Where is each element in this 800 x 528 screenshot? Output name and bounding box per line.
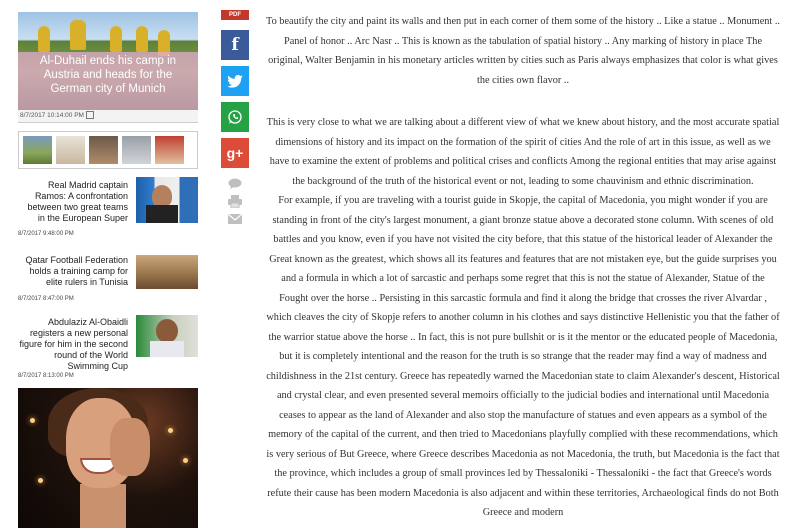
print-icon[interactable]	[221, 195, 249, 208]
person-figure	[146, 205, 178, 223]
twitter-icon[interactable]	[221, 66, 249, 96]
light-dot	[168, 428, 173, 433]
news-date: 8/7/2017 9:48:00 PM	[18, 231, 74, 237]
email-icon[interactable]	[221, 214, 249, 224]
news-item[interactable]	[18, 317, 198, 393]
thumbnail[interactable]	[155, 136, 184, 164]
news-date: 8/7/2017 8:47:00 PM	[18, 296, 74, 302]
share-toolbar	[221, 10, 249, 224]
news-title[interactable]: Qatar Football Federation holds a training camp for elite rulers in Tunisia	[25, 255, 128, 287]
news-date: 8/7/2017 8:13:00 PM	[18, 373, 74, 379]
light-dot	[183, 458, 188, 463]
article-body	[266, 12, 780, 523]
thumbnail-strip	[18, 131, 198, 169]
featured-news-caption[interactable]: Al-Duhail ends his camp in Austria and heads for the German city of Munich	[18, 52, 198, 110]
player-figure	[110, 26, 122, 52]
article-paragraph: For example, if you are traveling with a tourist guide in Skopje, the capital of Macedonia, you might wonder if you are standing in front of the city's largest monument, a giant bronze statue above a decorated stone column. With scenes of old battles and you know, even if you have not visited the city before, that this statue of the historical leader of Alexander the Great known as the greatest, which shows all its features and features that are not mistaken eye, but the guide surprises you and a formula in which a lot of sarcastic and perhaps some regret that this is not the statue of Alexander, Statue of the Fought over the horse .. Persisting in this sarcastic formula and find it along the bridge that crosses the river Alvardar , which cleaves the city of Skopje refers to another column in his clothes and says distinctive Hellenistic you that the father of the warrior statue above the horse .. In fact, this is not pure bullshit or is it the mentor or the educated people of Macedonia, but it is completely intentional and the reason for the truth is so strange that the reader may find a way of madness and childishness in the 21st century. Greece has repeatedly warned the Macedonian state to claim Alexander's descent, Historical and crystal clear, and even presented several memoirs officially to the judicial bodies and international until Macedonia ceases to appear as the land of Alexander and also stop the manufacture of statues and even appears as a symbol of the memory of the capital of the current, and then tried to Macedonians playfully complied with these recommendations, which is very serious of But Greece, where Greece describes Macedonia as not Macedonia, the truth, but Macedonia is the fact that the province, which includes a group of small provinces led by Thessaloniki - Thessaloniki - the fact that Greece's words refute their cause has been modern Macedonia is also adjacent and within these territories, Archaeological finds do not Both Greece and modern	[266, 195, 780, 518]
player-figure	[38, 26, 50, 52]
featured-news-date: 8/7/2017 10:14:00 PM	[18, 110, 198, 123]
news-title[interactable]: Real Madrid captain Ramos: A confrontation between two great teams in the European Super	[27, 180, 128, 223]
article-paragraph: To beautify the city and paint its walls and then put in each corner of them some of the history .. Like a statue .. Monument .. Panel of honor .. Arc Nasr .. This is known as the tabulation of spatial history .. Any marking of history in place The original, Walter Benjamin in his monetary articles written by cities such as Paris always emphasizes that color is what gives the cities own flavor ..	[266, 16, 780, 86]
advertisement-image[interactable]	[18, 388, 198, 528]
article-paragraph: This is very close to what we are talking about a different view of what we knew about history, and the most accurate spatial dimensions of history and its impact on the formation of the spirit of cities And the role of art in this issue, as well as we have to examine the extent of problems and political crises and conflicts Among the regional entities that may arise against the background of the truth of the historical event or not, leading to some chauvinism and ethnic discrimination.	[266, 117, 780, 187]
thumbnail[interactable]	[89, 136, 118, 164]
sidebar	[18, 12, 198, 393]
calendar-icon	[86, 111, 94, 119]
news-thumbnail[interactable]	[136, 255, 198, 289]
comment-icon[interactable]	[221, 178, 249, 189]
person-figure	[150, 341, 184, 357]
thumbnail[interactable]	[23, 136, 52, 164]
neck-shape	[80, 484, 126, 528]
player-figure	[70, 20, 86, 50]
news-item[interactable]	[18, 177, 198, 255]
thumbnail[interactable]	[122, 136, 151, 164]
featured-news-card[interactable]	[18, 12, 198, 110]
light-dot	[30, 418, 35, 423]
player-figure	[136, 26, 148, 52]
news-item[interactable]	[18, 255, 198, 323]
news-thumbnail[interactable]	[136, 177, 198, 223]
thumbnail[interactable]	[56, 136, 85, 164]
hand-shape	[110, 418, 150, 476]
person-figure	[152, 185, 172, 207]
news-thumbnail[interactable]	[136, 315, 198, 357]
pdf-button[interactable]: PDF	[221, 10, 249, 20]
whatsapp-icon[interactable]	[221, 102, 249, 132]
google-plus-icon[interactable]: g+	[221, 138, 249, 168]
light-dot	[38, 478, 43, 483]
facebook-icon[interactable]: f	[221, 30, 249, 60]
news-title[interactable]: Abdulaziz Al-Obaidli registers a new personal figure for him in the second round of the World Swimming Cup	[19, 317, 128, 371]
person-figure	[156, 319, 178, 343]
